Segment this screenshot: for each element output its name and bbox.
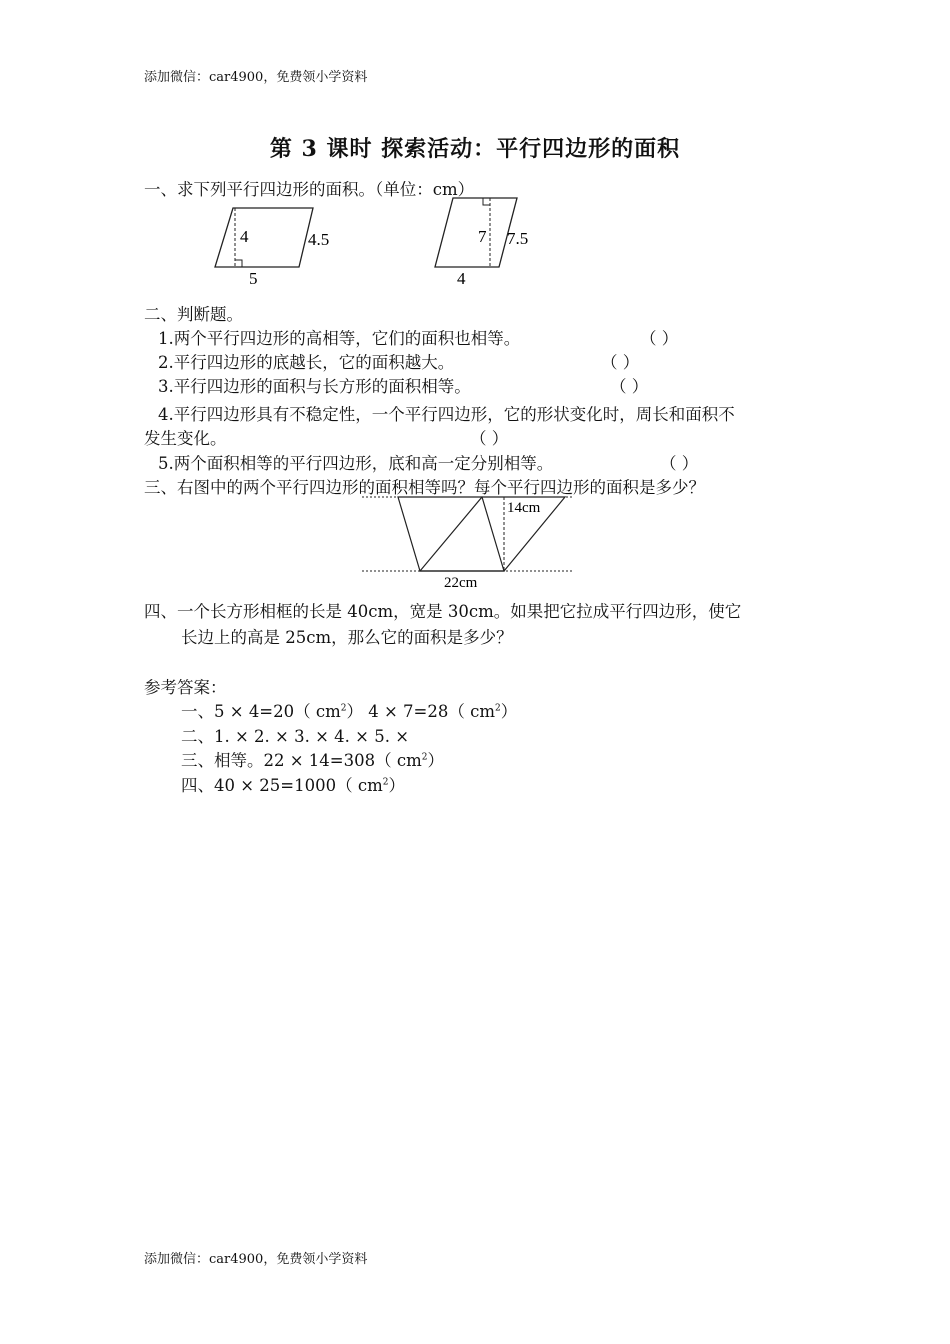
fig1-base-label: 5 (249, 269, 258, 288)
q4-line-2: 长边上的高是 25cm，那么它的面积是多少？ (181, 628, 513, 647)
page-header: 添加微信：car4900，免费领小学资料 (144, 70, 368, 85)
fig2-base-label: 4 (457, 269, 466, 288)
fig1-side-label: 4.5 (308, 230, 330, 249)
fig2-height-label: 7 (478, 227, 487, 246)
parallelogram-2-outline (435, 198, 517, 267)
q2-item-1: 1.两个平行四边形的高相等，它们的面积也相等。 (158, 329, 521, 348)
parallelogram-figure-1 (205, 198, 340, 290)
q2-item-3: 3.平行四边形的面积与长方形的面积相等。 (158, 377, 471, 396)
right-angle-mark (483, 198, 490, 205)
q3-height-label: 14cm (507, 500, 541, 516)
parallelogram-1-outline (215, 208, 313, 267)
answer-4: 四、40 × 25=1000（ $cm^2$） (181, 776, 405, 795)
q2-heading: 二、判断题。 (144, 305, 243, 324)
parallelogram-figure-2 (425, 192, 545, 290)
q2-item-2: 2.平行四边形的底越长，它的面积越大。 (158, 353, 455, 372)
answer-1: 一、5 × 4=20（ $cm^2$） 4 × 7=28（ $cm^2$） (181, 702, 518, 721)
q3-base-label: 22cm (444, 575, 478, 590)
q3-heading: 三、右图中的两个平行四边形的面积相等吗？每个平行四边形的面积是多少？ (144, 478, 705, 497)
q1-heading: 一、求下列平行四边形的面积。（单位：cm） (144, 180, 475, 199)
q3-figure (360, 494, 575, 590)
right-angle-mark (235, 260, 242, 267)
answer-paren-3: （ ） (610, 377, 649, 396)
q4-line-1: 四、一个长方形相框的长是 40cm，宽是 30cm。如果把它拉成平行四边形，使它 (144, 602, 742, 621)
fig2-side-label: 7.5 (507, 229, 529, 248)
answer-paren-1: （ ） (640, 329, 679, 348)
answer-3: 三、相等。22 × 14=308（ $cm^2$） (181, 751, 444, 770)
q2-item-5: 5.两个面积相等的平行四边形，底和高一定分别相等。 (158, 454, 554, 473)
answer-paren-4: （ ） (470, 429, 509, 448)
answer-paren-5: （ ） (660, 454, 699, 473)
page-title: 第 3 课时 探索活动：平行四边形的面积 (269, 136, 681, 162)
answers-heading: 参考答案： (144, 678, 227, 697)
q2-item-4-cont: 发生变化。 (144, 429, 227, 448)
q2-item-4: 4.平行四边形具有不稳定性，一个平行四边形，它的形状变化时，周长和面积不 (158, 405, 735, 424)
answer-paren-2: （ ） (601, 353, 640, 372)
fig1-height-label: 4 (240, 227, 249, 246)
page-footer: 添加微信：car4900，免费领小学资料 (144, 1252, 368, 1267)
answer-2: 二、1. × 2. × 3. × 4. × 5. × (181, 727, 410, 746)
